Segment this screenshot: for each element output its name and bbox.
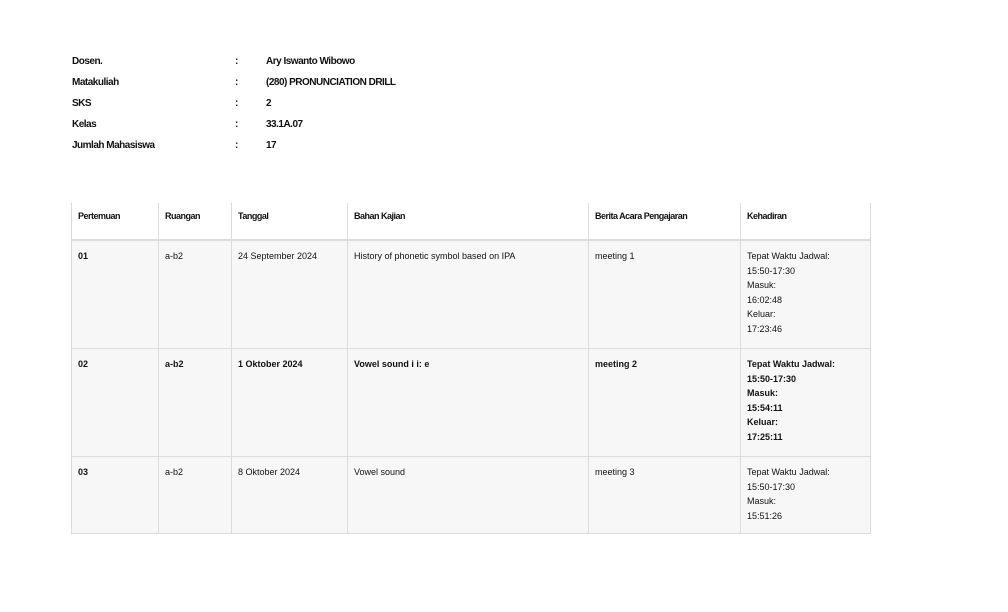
cell-kehadiran bbox=[741, 457, 871, 534]
cell-pertemuan: 02 bbox=[72, 349, 159, 457]
info-label: Matakuliah bbox=[72, 77, 119, 88]
info-value: 17 bbox=[266, 140, 277, 151]
info-colon: : bbox=[235, 119, 238, 130]
column-header-kehadiran: Kehadiran bbox=[741, 203, 871, 240]
attendance-line: 15:54:11 bbox=[747, 402, 783, 413]
cell-tanggal: 8 Oktober 2024 bbox=[232, 457, 348, 534]
attendance-line: 16:02:48 bbox=[747, 294, 783, 305]
attendance-line: Masuk: bbox=[747, 280, 777, 290]
cell-kehadiran bbox=[741, 240, 871, 349]
cell-pertemuan: 01 bbox=[72, 240, 159, 349]
info-colon: : bbox=[235, 77, 238, 88]
attendance-line: 15:50-17:30 bbox=[747, 265, 796, 276]
info-value: Ary Iswanto Wibowo bbox=[266, 56, 355, 67]
attendance-line: 15:50-17:30 bbox=[747, 373, 797, 384]
cell-bahan-kajian: History of phonetic symbol based on IPA bbox=[348, 240, 589, 349]
attendance-line: Masuk: bbox=[747, 388, 779, 398]
cell-ruangan: a-b2 bbox=[159, 349, 232, 457]
cell-pertemuan: 03 bbox=[72, 457, 159, 534]
attendance-line: 15:50-17:30 bbox=[747, 481, 796, 492]
info-colon: : bbox=[235, 56, 238, 67]
attendance-line: 17:23:46 bbox=[747, 323, 783, 334]
info-value: 2 bbox=[266, 98, 272, 109]
column-header-bahan-kajian: Bahan Kajian bbox=[348, 203, 589, 240]
attendance-line: Tepat Waktu Jadwal: bbox=[747, 359, 836, 369]
attendance-line: Tepat Waktu Jadwal: bbox=[747, 251, 830, 261]
attendance-line: 15:51:26 bbox=[747, 510, 783, 521]
attendance-line: Masuk: bbox=[747, 496, 777, 506]
info-value: 33.1A.07 bbox=[266, 119, 303, 130]
table-row bbox=[72, 240, 871, 349]
info-label: Jumlah Mahasiswa bbox=[72, 140, 155, 151]
cell-berita-acara: meeting 2 bbox=[589, 349, 741, 457]
cell-berita-acara: meeting 3 bbox=[589, 457, 741, 534]
table-header-row bbox=[72, 203, 871, 240]
cell-ruangan: a-b2 bbox=[159, 457, 232, 534]
info-value: (280) PRONUNCIATION DRILL bbox=[266, 77, 396, 88]
info-label: SKS bbox=[72, 98, 92, 109]
cell-bahan-kajian: Vowel sound i i: e bbox=[348, 349, 589, 457]
cell-kehadiran bbox=[741, 349, 871, 457]
column-header-tanggal: Tanggal bbox=[232, 203, 348, 240]
table-row bbox=[72, 457, 871, 534]
cell-tanggal: 1 Oktober 2024 bbox=[232, 349, 348, 457]
info-colon: : bbox=[235, 140, 238, 151]
info-label: Kelas bbox=[72, 119, 97, 130]
cell-berita-acara: meeting 1 bbox=[589, 240, 741, 349]
attendance-line: Keluar: bbox=[747, 309, 776, 319]
attendance-line: Tepat Waktu Jadwal: bbox=[747, 467, 830, 477]
cell-tanggal: 24 September 2024 bbox=[232, 240, 348, 349]
column-header-ruangan: Ruangan bbox=[159, 203, 232, 240]
table-row bbox=[72, 349, 871, 457]
column-header-pertemuan: Pertemuan bbox=[72, 203, 159, 240]
cell-ruangan: a-b2 bbox=[159, 240, 232, 349]
info-colon: : bbox=[235, 98, 238, 109]
attendance-line: Keluar: bbox=[747, 417, 779, 427]
attendance-table bbox=[71, 203, 871, 534]
info-label: Dosen. bbox=[72, 56, 103, 67]
column-header-berita-acara: Berita Acara Pengajaran bbox=[589, 203, 741, 240]
attendance-line: 17:25:11 bbox=[747, 431, 783, 442]
cell-bahan-kajian: Vowel sound bbox=[348, 457, 589, 534]
